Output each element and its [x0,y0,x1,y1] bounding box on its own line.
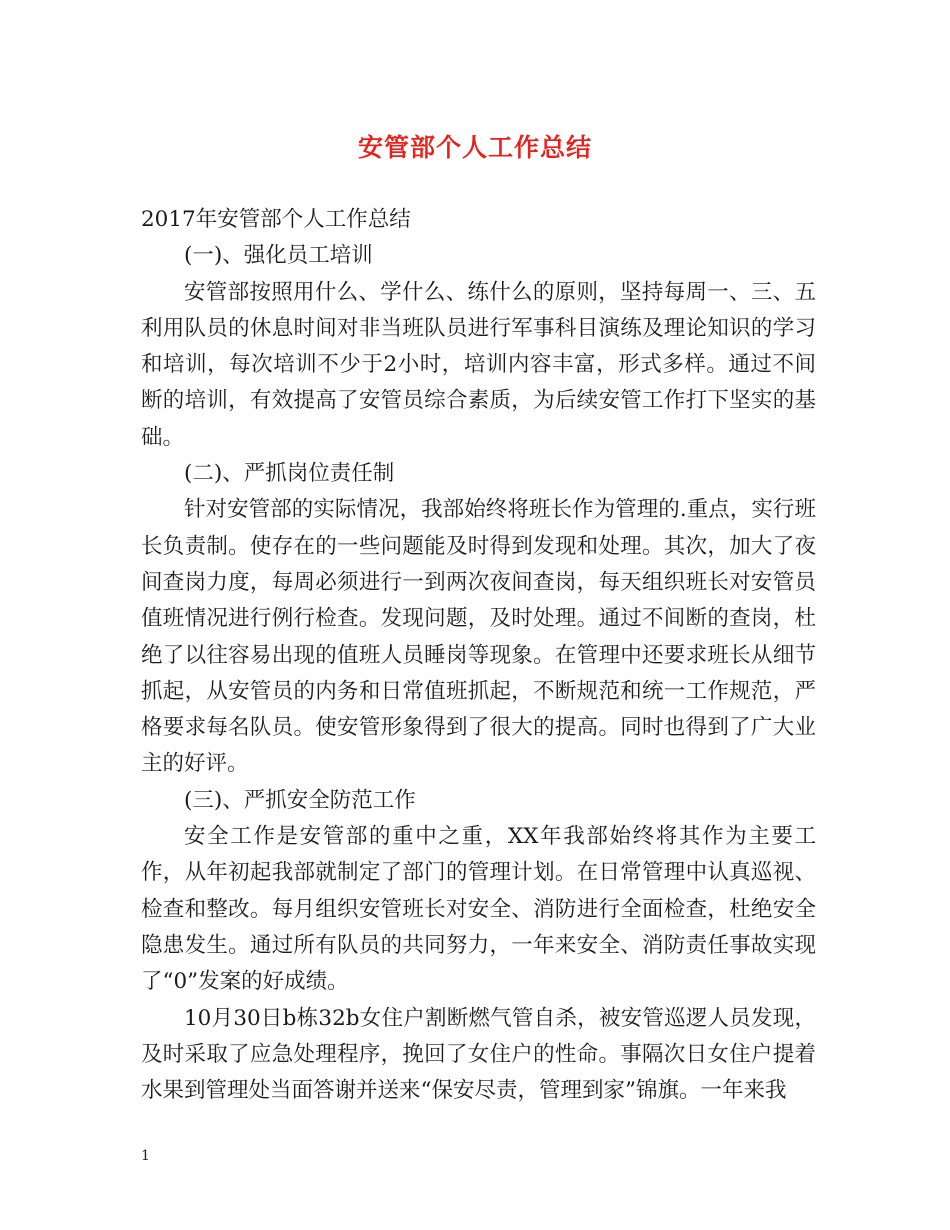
document-subtitle: 2017年安管部个人工作总结 [141,207,411,232]
section-3-paragraph-2: 10月30日b栋32b女住户割断燃气管自杀，被安管巡逻人员发现，及时采取了应急处理程序，挽回了女住户的性命。事隔次日女住户提着水果到管理处当面答谢并送来“保安尽责，管理到家”锦旗。一年来我 [141,1005,816,1104]
section-2-paragraph-1: 针对安管部的实际情况，我部始终将班长作为管理的.重点，实行班长负责制。使存在的一些问题能及时得到发现和处理。其次，加大了夜间查岗力度，每周必须进行一到两次夜间查岗，每天组织班长对安管员值班情况进行例行检查。发现问题，及时处理。通过不间断的查岗，杜绝了以往容易出现的值班人员睡岗等现象。在管理中还要求班长从细节抓起，从安管员的内务和日常值班抓起，不断规范和统一工作规范，严格要求每名队员。使安管形象得到了很大的提高。同时也得到了广大业主的好评。 [141,497,816,777]
section-heading-1: (一)、强化员工培训 [184,243,373,269]
section-3-paragraph-1: 安全工作是安管部的重中之重，XX年我部始终将其作为主要工作，从年初起我部就制定了部门的管理计划。在日常管理中认真巡视、检查和整改。每月组织安管班长对安全、消防进行全面检查，杜绝安全隐患发生。通过所有队员的共同努力，一年来安全、消防责任事故实现了“0”发案的好成绩。 [141,824,816,995]
section-heading-2: (二)、严抓岗位责任制 [184,461,395,487]
page-number: 1 [141,1148,150,1164]
document-body [141,202,816,1109]
section-1-paragraph-1: 安管部按照用什么、学什么、练什么的原则，坚持每周一、三、五利用队员的休息时间对非当班队员进行军事科目演练及理论知识的学习和培训，每次培训不少于2小时，培训内容丰富，形式多样。通过不间断的培训，有效提高了安管员综合素质，为后续安管工作打下坚实的基础。 [141,279,816,450]
section-heading-3: (三)、严抓安全防范工作 [184,787,416,813]
document-title: 安管部个人工作总结 [357,133,592,162]
